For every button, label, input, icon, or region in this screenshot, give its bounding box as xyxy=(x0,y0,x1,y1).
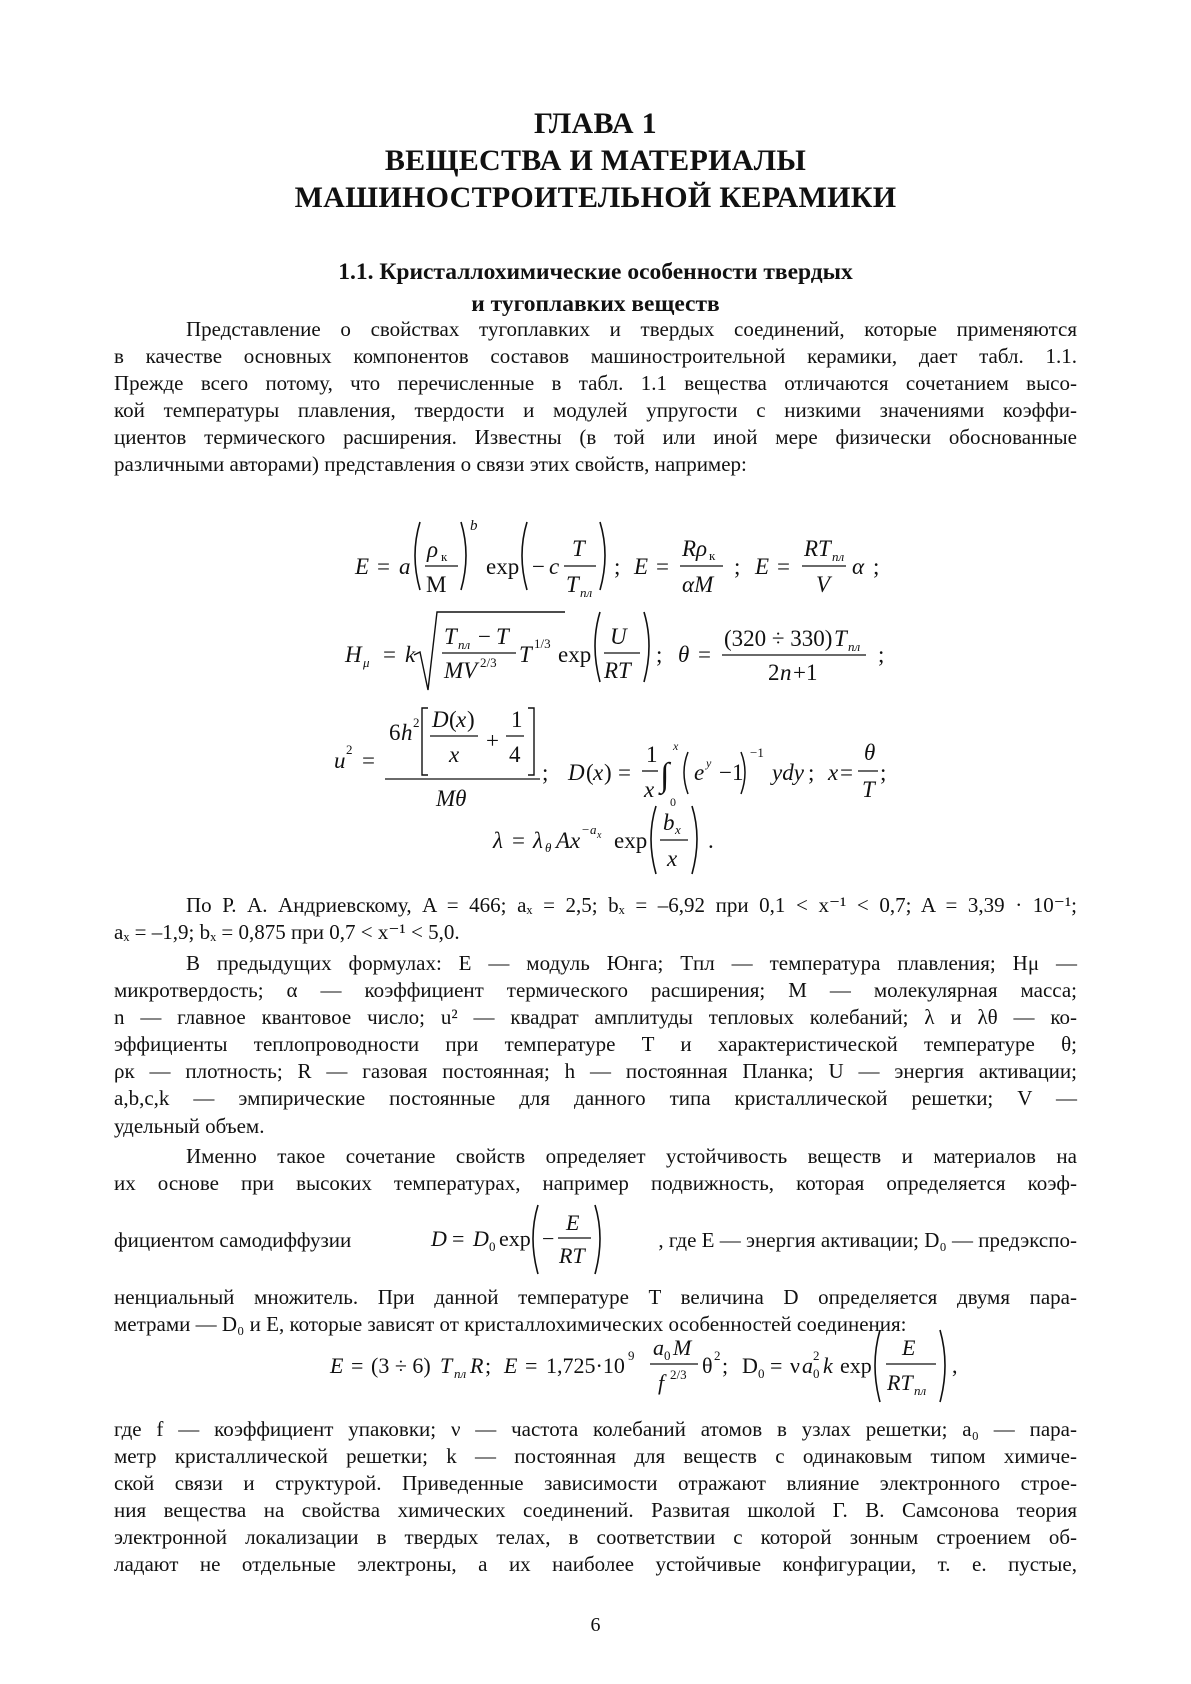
svg-text:f: f xyxy=(658,1370,665,1395)
svg-text:D: D xyxy=(568,760,585,785)
svg-text:−: − xyxy=(542,1226,555,1251)
svg-text:∫: ∫ xyxy=(660,757,670,794)
svg-text:E: E xyxy=(566,1210,580,1235)
text-line: Именно такое сочетание свойств определяет устойчивость веществ и материалов на xyxy=(186,1144,1077,1168)
svg-text:θ: θ xyxy=(545,840,552,855)
text-line: различными авторами) представления о связи этих свойств, например: xyxy=(114,452,747,477)
svg-text:пл: пл xyxy=(832,549,845,564)
svg-text:2/3: 2/3 xyxy=(480,655,497,670)
svg-text:y: y xyxy=(706,756,712,770)
svg-text:−: − xyxy=(532,554,545,579)
svg-text:=: = xyxy=(351,1353,364,1378)
svg-text:пл: пл xyxy=(848,639,861,654)
svg-text:x: x xyxy=(449,742,460,767)
svg-text:−: − xyxy=(478,624,491,649)
text-fragment: фициентом самодиффузии xyxy=(114,1228,352,1252)
svg-text:0: 0 xyxy=(489,1239,496,1254)
text-line: ния вещества на свойства химических соединений. Развитая школой Г. В. Самсонова теория xyxy=(114,1498,1077,1523)
svg-text:−1: −1 xyxy=(719,760,744,785)
paragraph-5 xyxy=(114,1416,1077,1579)
svg-text:=: = xyxy=(452,1226,465,1251)
svg-text:): ) xyxy=(604,760,612,785)
section-title-line-1: 1.1. Кристаллохимические особенности твердых xyxy=(338,259,853,285)
svg-text:;: ; xyxy=(878,642,885,667)
svg-text:;: ; xyxy=(722,1353,729,1378)
svg-text:=: = xyxy=(656,554,669,579)
svg-text:e: e xyxy=(694,760,705,785)
svg-text:пл: пл xyxy=(454,1366,467,1381)
svg-text:+: + xyxy=(486,728,499,753)
chapter-title-line-2: МАШИНОСТРОИТЕЛЬНОЙ КЕРАМИКИ xyxy=(294,181,897,214)
svg-text:x: x xyxy=(597,830,602,841)
svg-text:x: x xyxy=(644,777,655,802)
svg-text:T: T xyxy=(566,572,579,597)
svg-text:=: = xyxy=(512,828,525,853)
svg-text:,: , xyxy=(952,1353,958,1378)
text-line: По Р. А. Андриевскому, A = 466; aₓ = 2,5; bₓ = –6,92 при 0,1 < x⁻¹ < 0,7; A = 3,39 · 10⁻¹; xyxy=(186,893,1077,917)
svg-text:RT: RT xyxy=(604,658,631,683)
svg-text:μ: μ xyxy=(363,655,370,670)
svg-text:0: 0 xyxy=(664,1348,671,1363)
svg-text:T: T xyxy=(444,624,457,649)
svg-text:Mθ: Mθ xyxy=(436,786,467,811)
svg-text:;: ; xyxy=(656,642,663,667)
svg-text:пл: пл xyxy=(914,1383,927,1398)
text-line: ской связи и структурой. Приведенные зависимости отражают влияние электронного строе- xyxy=(114,1471,1077,1496)
text-line: Прежде всего потому, что перечисленные в табл. 1.1 вещества отличаются сочетанием высо- xyxy=(114,371,1077,396)
section-title-line-2: и тугоплавких веществ xyxy=(471,291,720,317)
svg-text:E: E xyxy=(755,554,770,579)
svg-text:E: E xyxy=(504,1353,518,1378)
svg-text:E: E xyxy=(902,1335,916,1360)
svg-text:(: ( xyxy=(586,760,594,785)
text-line: a,b,c,k — эмпирические постоянные для данного типа кристаллической решетки; V — xyxy=(114,1086,1077,1111)
svg-text:−: − xyxy=(582,822,590,837)
svg-text:=: = xyxy=(770,1353,783,1378)
svg-text:пл: пл xyxy=(580,585,593,600)
svg-text:Rρ: Rρ xyxy=(682,536,708,561)
text-line: где f — коэффициент упаковки; ν — частота колебаний атомов в узлах решетки; a₀ — пара- xyxy=(114,1417,1077,1441)
svg-text:b: b xyxy=(470,518,478,534)
svg-text:MV: MV xyxy=(444,658,478,683)
text-line: Представление о свойствах тугоплавких и твердых соединений, которые применяются xyxy=(186,317,1077,341)
svg-text:1/3: 1/3 xyxy=(534,636,551,651)
svg-text:a: a xyxy=(653,1335,664,1360)
svg-text:пл: пл xyxy=(458,637,471,652)
svg-text:T: T xyxy=(834,626,847,651)
svg-text:exp: exp xyxy=(558,642,592,667)
svg-text:M: M xyxy=(426,572,447,597)
text-fragment: , где E — энергия активации; D₀ — предэкспо- xyxy=(658,1228,1077,1252)
svg-text:k: k xyxy=(405,642,416,667)
svg-text:T: T xyxy=(862,777,875,802)
svg-text:U: U xyxy=(610,624,627,649)
svg-text:0: 0 xyxy=(813,1366,820,1381)
svg-text:0: 0 xyxy=(670,795,676,809)
svg-text:(3 ÷ 6): (3 ÷ 6) xyxy=(371,1353,431,1378)
svg-text:;: ; xyxy=(873,554,880,579)
text-line: ρк — плотность; R — газовая постоянная; h — постоянная Планка; U — энергия активации; xyxy=(114,1059,1077,1084)
svg-text:exp: exp xyxy=(499,1226,531,1251)
svg-text:к: к xyxy=(709,548,716,563)
svg-text:;: ; xyxy=(734,554,741,579)
svg-text:x: x xyxy=(673,739,679,753)
text-line: электронной локализации в твердых телах, в соответствии с которой зонным строением об- xyxy=(114,1525,1077,1550)
svg-text:V: V xyxy=(816,572,831,597)
svg-text:Ax: Ax xyxy=(556,828,581,853)
svg-text:h: h xyxy=(401,720,413,745)
svg-text:2: 2 xyxy=(346,742,353,757)
svg-text:RT: RT xyxy=(804,536,831,561)
svg-text:=: = xyxy=(618,760,631,785)
svg-text:ρ: ρ xyxy=(427,537,439,562)
svg-text:RT: RT xyxy=(559,1243,585,1268)
svg-text:E: E xyxy=(634,554,649,579)
text-line: ненциальный множитель. При данной температуре T величина D определяется двумя пара- xyxy=(114,1285,1077,1309)
svg-text:n: n xyxy=(780,660,792,685)
svg-text:1: 1 xyxy=(511,707,523,732)
svg-text:x: x xyxy=(667,846,678,871)
svg-text:T: T xyxy=(519,642,532,667)
svg-text:x: x xyxy=(675,822,681,837)
text-line: n — главное квантовое число; u² — квадрат амплитуды тепловых колебаний; λ и λθ — ко- xyxy=(114,1005,1077,1030)
svg-text:): ) xyxy=(467,707,475,732)
svg-text:M: M xyxy=(673,1335,692,1360)
svg-text:=: = xyxy=(383,642,396,667)
svg-text:H: H xyxy=(345,642,362,667)
svg-text:θ: θ xyxy=(678,642,690,667)
svg-text:θ: θ xyxy=(702,1353,713,1378)
svg-text:;: ; xyxy=(614,554,621,579)
svg-text:4: 4 xyxy=(509,742,521,767)
svg-text:exp: exp xyxy=(840,1353,872,1378)
svg-text:ydy: ydy xyxy=(772,760,804,785)
svg-text:λ: λ xyxy=(493,828,503,853)
text-line: В предыдущих формулах: E — модуль Юнга; Tпл — температура плавления; Hμ — xyxy=(186,951,1077,975)
svg-text:2: 2 xyxy=(768,660,780,685)
text-line: микротвердость; α — коэффициент термического расширения; M — молекулярная масса; xyxy=(114,978,1077,1003)
svg-text:b: b xyxy=(663,810,675,835)
text-line: удельный объем. xyxy=(114,1113,265,1138)
svg-text:(320 ÷ 330): (320 ÷ 330) xyxy=(724,626,833,651)
svg-text:9: 9 xyxy=(628,1348,635,1363)
svg-text:c: c xyxy=(549,554,560,579)
svg-text:6: 6 xyxy=(389,720,401,745)
text-line: метрами — D₀ и E, которые зависят от кристаллохимических особенностей соединения: xyxy=(114,1312,907,1337)
svg-text:=: = xyxy=(840,760,853,785)
svg-text:к: к xyxy=(441,549,448,564)
svg-text:α: α xyxy=(852,554,865,579)
svg-text:−1: −1 xyxy=(750,745,764,760)
svg-text:2/3: 2/3 xyxy=(670,1367,687,1382)
text-line: их основе при высоких температурах, например подвижность, которая определяется коэф- xyxy=(114,1171,1077,1196)
svg-text:exp: exp xyxy=(614,828,648,853)
text-line: метр кристаллической решетки; k — постоянная для веществ с одинаковым типом химиче- xyxy=(114,1444,1077,1469)
svg-text:;: ; xyxy=(880,760,887,785)
svg-text:D: D xyxy=(431,1226,447,1251)
svg-text:=: = xyxy=(777,554,790,579)
svg-text:x: x xyxy=(828,760,839,785)
svg-text:a: a xyxy=(590,822,597,837)
svg-text:1: 1 xyxy=(646,742,658,767)
svg-text:RT: RT xyxy=(887,1370,913,1395)
svg-text:=: = xyxy=(525,1353,538,1378)
text-line: aₓ = –1,9; bₓ = 0,875 при 0,7 < x⁻¹ < 5,0. xyxy=(114,920,460,945)
chapter-title-line-1: ВЕЩЕСТВА И МАТЕРИАЛЫ xyxy=(384,144,807,177)
svg-text:x: x xyxy=(593,760,604,785)
svg-text:D: D xyxy=(432,707,449,732)
svg-text:ν: ν xyxy=(790,1353,800,1378)
svg-text:2: 2 xyxy=(413,715,420,730)
svg-text:;: ; xyxy=(542,760,549,785)
page-number: 6 xyxy=(590,1614,601,1636)
svg-text:a: a xyxy=(399,554,411,579)
svg-text:R: R xyxy=(470,1353,484,1378)
svg-text:+1: +1 xyxy=(793,660,818,685)
svg-text:0: 0 xyxy=(758,1366,765,1381)
text-line: ладают не отдельные электроны, а их наиболее устойчивые конфигурации, т. е. пустые, xyxy=(114,1552,1077,1577)
svg-text:T: T xyxy=(496,624,509,649)
svg-text:E: E xyxy=(355,554,370,579)
text-line: кой температуры плавления, твердости и модулей упругости с низкими значениями коэффи- xyxy=(114,398,1077,423)
svg-text:T: T xyxy=(440,1353,453,1378)
svg-text:D: D xyxy=(742,1353,758,1378)
svg-text:exp: exp xyxy=(486,554,520,579)
svg-text:λ: λ xyxy=(533,828,543,853)
svg-text:D: D xyxy=(473,1226,489,1251)
svg-text:1,725·10: 1,725·10 xyxy=(546,1353,625,1378)
text-line: в качестве основных компонентов составов машиностроительной керамики, дает табл. 1.1. xyxy=(114,344,1077,369)
svg-text:(: ( xyxy=(449,707,457,732)
svg-text:u: u xyxy=(334,748,346,773)
svg-text:T: T xyxy=(572,536,585,561)
svg-text:;: ; xyxy=(485,1353,492,1378)
svg-text:=: = xyxy=(377,554,390,579)
chapter-number: ГЛАВА 1 xyxy=(534,107,657,140)
svg-text:x: x xyxy=(456,707,467,732)
text-line: циентов термического расширения. Известны (в той или иной мере физически обоснованные xyxy=(114,425,1077,450)
svg-text:a: a xyxy=(802,1353,813,1378)
svg-text:.: . xyxy=(708,828,714,853)
svg-text:=: = xyxy=(362,748,375,773)
svg-text:=: = xyxy=(698,642,711,667)
svg-text:2: 2 xyxy=(813,1348,820,1363)
svg-text:αM: αM xyxy=(682,572,714,597)
svg-text:2: 2 xyxy=(714,1348,721,1363)
svg-text:;: ; xyxy=(808,760,815,785)
svg-text:E: E xyxy=(330,1353,344,1378)
svg-text:k: k xyxy=(823,1353,833,1378)
text-line: эффициенты теплопроводности при температуре T и характеристической температуре θ; xyxy=(114,1032,1077,1057)
svg-text:θ: θ xyxy=(864,740,876,765)
